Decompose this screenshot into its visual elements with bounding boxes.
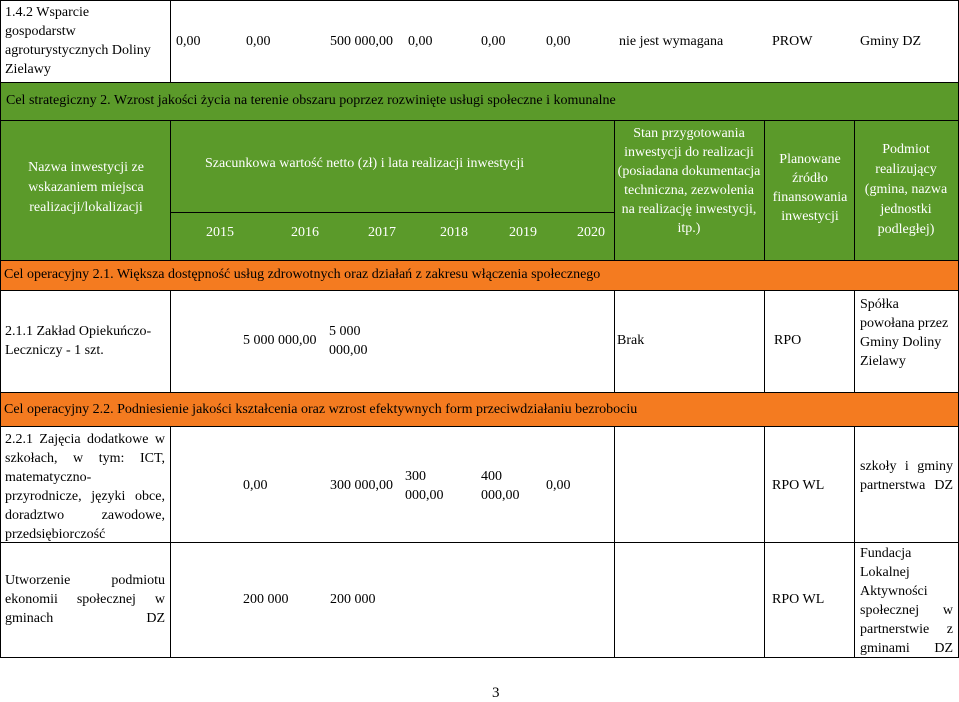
top-row-value-2016: 0,00 xyxy=(246,34,271,49)
row-221-name: 2.2.1 Zajęcia dodatkowe w szkołach, w tym: ICT, matematyczno-przyrodnicze, języki obce, doradztwo zawodowe, przedsiębiorczość xyxy=(5,432,165,542)
top-row-value-2017: 500 000,00 xyxy=(330,34,393,49)
header-year-2015: 2015 xyxy=(206,225,234,240)
top-row-value-2018: 0,00 xyxy=(408,34,433,49)
top-row-source: PROW xyxy=(772,34,813,49)
header-value-column: Szacunkowa wartość netto (zł) i lata realizacji inwestycji xyxy=(205,156,525,171)
header-year-2016: 2016 xyxy=(291,225,319,240)
row-econ-value-2015: 200 000 xyxy=(243,592,289,607)
top-row-entity: Gminy DZ xyxy=(860,34,922,49)
row-econ-source: RPO WL xyxy=(772,592,825,607)
top-row-name-line-1: 1.4.2 Wsparcie xyxy=(5,5,90,20)
header-year-2020: 2020 xyxy=(577,225,605,240)
row-221-value-2017: 300 000,00 xyxy=(405,469,444,503)
header-status-column: Stan przygotowania inwestycji do realizacji (posiadana dokumentacja techniczna, zezwolenia na realizację inwestycji, itp.) xyxy=(617,126,761,236)
row-211-value-2016: 5 000 000,00 xyxy=(243,333,317,348)
header-year-2019: 2019 xyxy=(509,225,537,240)
op-goal-1-title: Cel operacyjny 2.1. Większa dostępność usług zdrowotnych oraz działań z zakresu włączenia społecznego xyxy=(4,267,601,282)
page-number: 3 xyxy=(492,685,500,701)
row-221-value-2015: 0,00 xyxy=(243,478,268,493)
strategic-goal-title: Cel strategiczny 2. Wzrost jakości życia na terenie obszaru poprzez rozwinięte usługi społeczne i komunalne xyxy=(6,93,616,108)
row-211-source: RPO xyxy=(774,333,802,348)
row-econ-entity: Fundacja Lokalnej Aktywności społecznej w partnerstwie z gminami DZ xyxy=(860,546,953,656)
header-entity-column: Podmiot realizujący (gmina, nazwa jednostki podległej) xyxy=(864,142,948,237)
top-row-value-2015: 0,00 xyxy=(176,34,201,49)
op-goal-2-title: Cel operacyjny 2.2. Podniesienie jakości kształcenia oraz wzrost efektywnych form przeciwdziałaniu bezrobociu xyxy=(4,402,638,417)
row-221-value-2019: 0,00 xyxy=(546,478,571,493)
row-econ-name: Utworzenie podmiotu ekonomii społecznej w gminach DZ xyxy=(5,573,165,626)
header-name-column: Nazwa inwestycji ze wskazaniem miejsca realizacji/lokalizacji xyxy=(28,160,144,215)
row-211-status: Brak xyxy=(617,333,645,348)
top-row-value-2020: 0,00 xyxy=(546,34,571,49)
top-row-status: nie jest wymagana xyxy=(619,34,724,49)
top-row-name-line-4: Zielawy xyxy=(5,62,51,77)
top-row-value-2019: 0,00 xyxy=(481,34,506,49)
header-year-2017: 2017 xyxy=(368,225,396,240)
row-221-value-2018: 400 000,00 xyxy=(481,469,520,503)
row-221-value-2016: 300 000,00 xyxy=(330,478,393,493)
top-row-name-line-2: gospodarstw xyxy=(5,24,76,39)
row-221-entity: szkoły i gminy partnerstwa DZ xyxy=(860,459,953,493)
row-econ-value-2016: 200 000 xyxy=(330,592,376,607)
row-221-source: RPO WL xyxy=(772,478,825,493)
header-year-2018: 2018 xyxy=(440,225,468,240)
top-row-name-line-3: agroturystycznych Doliny xyxy=(5,43,151,58)
row-211-value-2017: 5 000 000,00 xyxy=(329,324,368,358)
row-211-name: 2.1.1 Zakład Opiekuńczo-Leczniczy - 1 szt. xyxy=(5,324,152,358)
header-source-column: Planowane źródło finansowania inwestycji xyxy=(772,152,848,224)
row-211-entity: Spółka powołana przez Gminy Doliny Zielawy xyxy=(860,297,949,369)
